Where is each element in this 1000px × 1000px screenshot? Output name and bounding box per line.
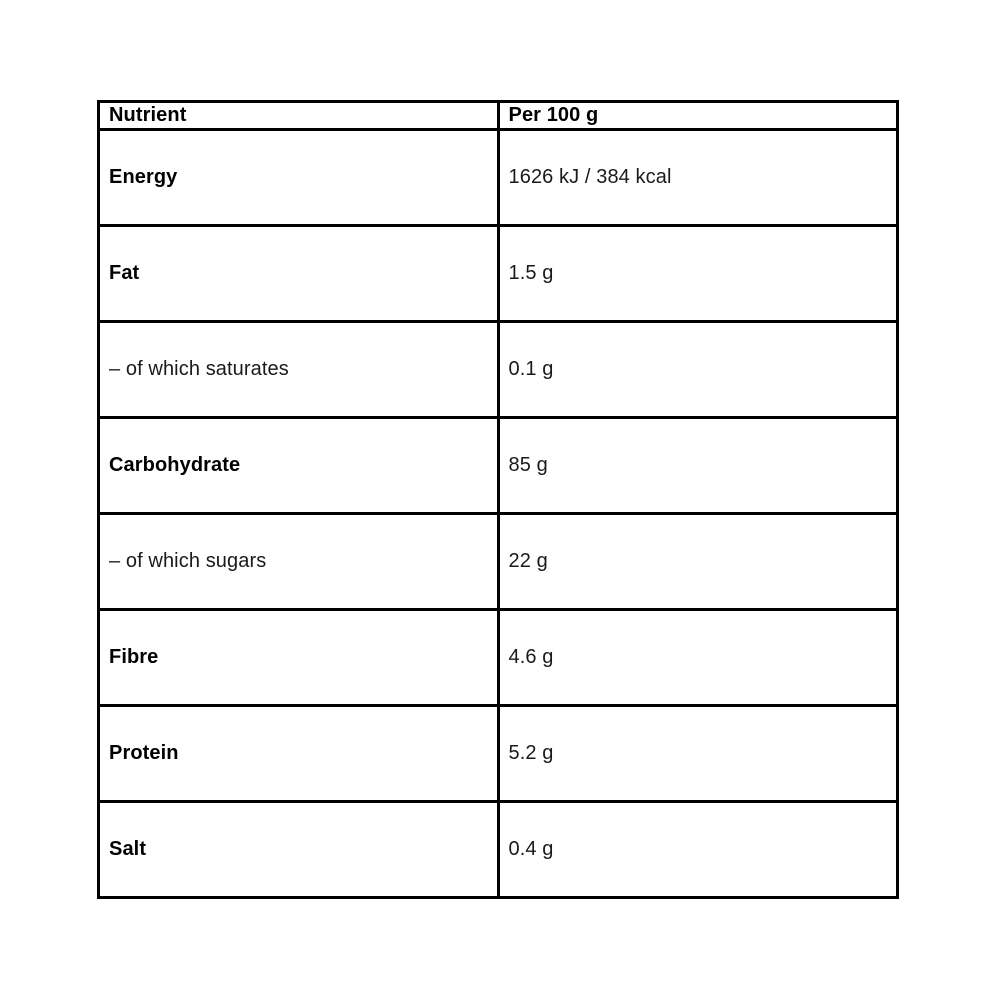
nutrient-label: Fibre (99, 610, 499, 706)
nutrient-value: 22 g (498, 514, 898, 610)
nutrient-value: 0.1 g (498, 322, 898, 418)
table-row (99, 418, 898, 514)
table-row (99, 130, 898, 226)
table-row (99, 802, 898, 898)
nutrient-value: 1.5 g (498, 226, 898, 322)
nutrient-value: 85 g (498, 418, 898, 514)
nutrition-table (97, 100, 899, 899)
table-row (99, 610, 898, 706)
nutrient-value: 4.6 g (498, 610, 898, 706)
nutrient-label: Protein (99, 706, 499, 802)
table-row (99, 514, 898, 610)
nutrient-label: Carbohydrate (99, 418, 499, 514)
nutrient-value: 0.4 g (498, 802, 898, 898)
header-cell-nutrient: Nutrient (99, 102, 499, 130)
table-header-row (99, 102, 898, 130)
nutrient-label: Energy (99, 130, 499, 226)
nutrient-label: Fat (99, 226, 499, 322)
table-row (99, 322, 898, 418)
header-cell-per-100g: Per 100 g (498, 102, 898, 130)
nutrient-label: Salt (99, 802, 499, 898)
nutrient-value: 1626 kJ / 384 kcal (498, 130, 898, 226)
nutrient-value: 5.2 g (498, 706, 898, 802)
nutrient-label: – of which sugars (99, 514, 499, 610)
table-body (99, 130, 898, 898)
table-row (99, 706, 898, 802)
nutrient-label: – of which saturates (99, 322, 499, 418)
table-row (99, 226, 898, 322)
